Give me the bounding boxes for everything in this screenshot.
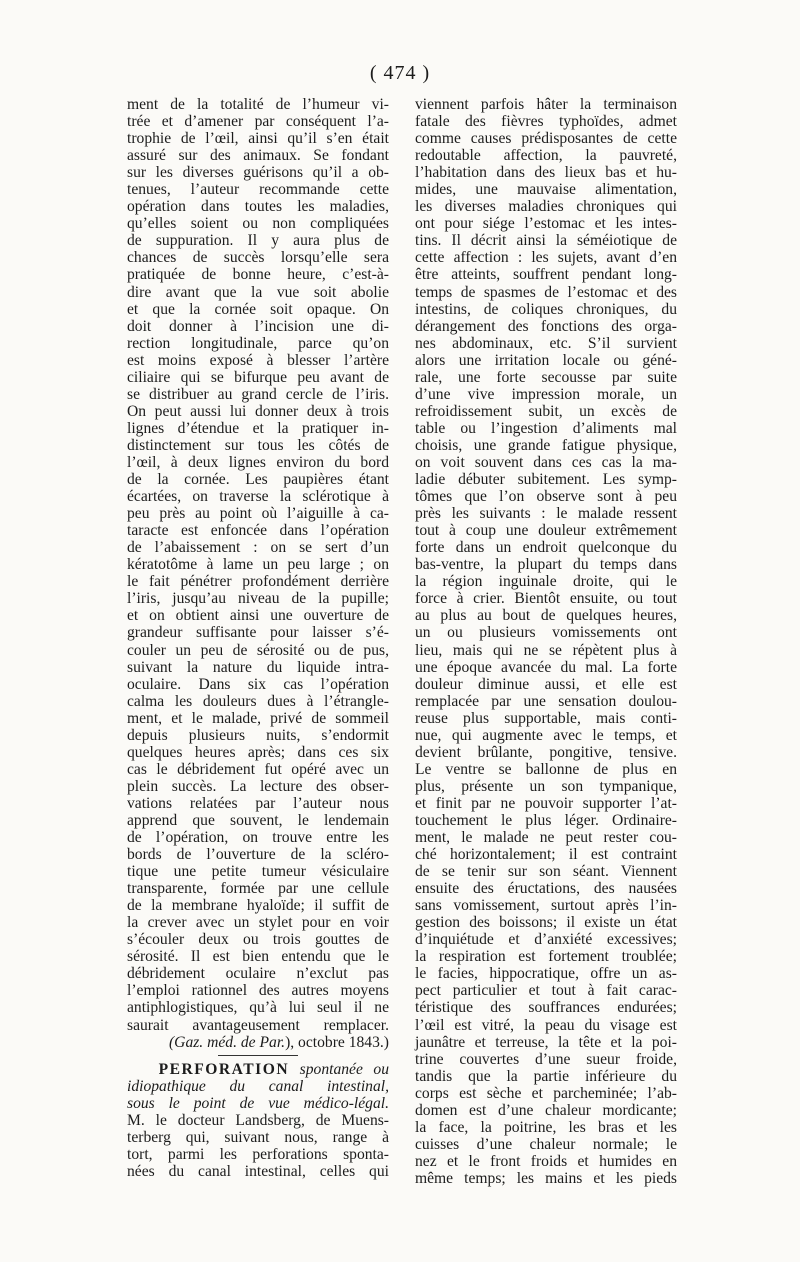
text-line: un ou plusieurs vomissements ont [415,624,677,642]
text-line: de l’opération, on trouve entre les [127,829,389,847]
text-line: l’œil est vitré, la peau du visage est [415,1016,677,1034]
text-line: l’œil, à deux lignes environ du bord [127,453,389,471]
text-line: apprend que souvent, le lendemain [127,811,389,829]
text-line: touchement le plus léger. Ordinaire- [415,811,677,829]
text-line: débridement oculaire n’exclut pas [127,965,389,983]
text-line: ont pour siége l’estomac et les intes- [415,215,677,233]
text-line: cas le débridement fut opéré avec un [127,760,389,778]
text-line: remplacée par une sensation doulou- [415,692,677,710]
text-line: oculaire. Dans six cas l’opération [127,675,389,693]
text-line: rection longitudinale, parce qu’on [127,334,389,352]
text-line: sérosité. Il est bien entendu que le [127,948,389,966]
text-line: même temps; les mains et les pieds [415,1169,677,1187]
text-line: trine couvertes d’une sueur froide, [415,1050,677,1068]
text-line: ment de la totalité de l’humeur vi- [127,96,389,113]
text-line: une époque avancée du mal. La forte [415,658,677,676]
text-line: ensuite des éructations, des nausées [415,880,677,898]
text-line: d’une vive impression morale, un [415,385,677,403]
text-line: dérangement des fonctions des orga- [415,317,677,335]
text-line: tômes que l’on observe sont à peu [415,488,677,506]
text-line: quelques heures après; dans ces six [127,743,389,761]
text-line: M. le docteur Landsberg, de Muens- [127,1111,389,1129]
text-line: couler un peu de sérosité ou de pus, [127,641,389,659]
text-line: l’emploi rationnel des autres moyens [127,982,389,1000]
text-line: redoutable affection, la pauvreté, [415,147,677,165]
text-line: vations relatées par l’auteur nous [127,794,389,812]
text-line: nées du canal intestinal, celles qui [127,1162,389,1180]
right-column [415,96,677,1187]
text-line: taracte est enfoncée dans l’opération [127,522,389,540]
text-line: de la cornée. Les paupières étant [127,471,389,489]
text-line: nue, qui augmente avec le temps, et [415,726,677,744]
text-line: kératotôme à lame un peu large ; on [127,556,389,574]
text-line: trophie de l’œil, ainsi qu’il s’en était [127,130,389,148]
text-line: tins. Il décrit ainsi la séméiotique de [415,232,677,250]
text-line: devient brûlante, pongitive, tensive. [415,743,677,761]
text-line: sur les diverses guérisons qu’il a ob- [127,164,389,182]
text-line: transparente, formée par une cellule [127,880,389,898]
text-line: le facies, hippocratique, offre un as- [415,965,677,983]
text-line: saurait avantageusement remplacer. [127,1016,389,1034]
text-line: antiphlogistiques, qu’à lui seul il ne [127,999,389,1017]
text-line: Le ventre se ballonne de plus en [415,760,677,778]
text-line: lieu, mais qui ne se répètent plus à [415,641,677,659]
text-line: nes abdominaux, etc. S’il survient [415,334,677,352]
text-line: qu’elles soient ou non compliquées [127,215,389,233]
text-line: l’habitation dans des lieux bas et hu- [415,164,677,182]
text-line: et que la cornée soit opaque. On [127,300,389,318]
text-line: fatale des fièvres typhoïdes, admet [415,113,677,131]
text-line: comme causes prédisposantes de cette [415,130,677,148]
text-line: rale, une forte secousse par suite [415,368,677,386]
article-title-part-1: spontanée ou [289,1060,389,1078]
text-line: téristique des souffrances endurées; [415,999,677,1017]
text-line: sans vomissement, surtout après l’in- [415,897,677,915]
text-line: et on obtient ainsi une ouverture de [127,607,389,625]
citation-source: (Gaz. méd. de Par. [168,1033,286,1051]
text-line: écartées, on traverse la sclérotique à [127,488,389,506]
article-body [127,1112,389,1180]
text-line: on voit souvent dans ces cas la ma- [415,453,677,471]
text-line: force à crier. Bientôt ensuite, ou tout [415,590,677,608]
text-line: tort, parmi les perforations sponta- [127,1145,389,1163]
text-line: la respiration est fortement troublée; [415,948,677,966]
text-line: distinctement sur tous les côtés de [127,436,389,454]
text-line: s’écouler deux ou trois gouttes de [127,931,389,949]
text-line: tout à coup une douleur extrêmement [415,522,677,540]
text-line: nez et le front froids et humides en [415,1152,677,1170]
text-line: peu près au point où l’aiguille à ca- [127,505,389,523]
page-number: ( 474 ) [369,62,431,84]
text-line: lignes d’étendue et la pratiquer in- [127,419,389,437]
text-line: pratiquée de bonne heure, c’est-à- [127,266,389,284]
text-line: jaunâtre et terreuse, la tête et la poi- [415,1033,677,1051]
text-line: trée et d’amener par conséquent l’a- [127,113,389,131]
text-line: la région inguinale droite, qui le [415,573,677,591]
text-line: mides, une mauvaise alimentation, [415,181,677,199]
text-line: se distribuer au grand cercle de l’iris. [127,385,389,403]
text-line: cette affection : les sujets, avant d’en [415,249,677,267]
text-line: tique une petite tumeur vésiculaire [127,863,389,881]
text-line: assuré sur des animaux. Se fondant [127,147,389,165]
article-title-line-3: sous le point de vue médico-légal. [127,1094,389,1112]
text-line: viennent parfois hâter la terminaison [415,96,677,113]
text-line: tenues, l’auteur recommande cette [127,181,389,199]
article-heading: PERFORATION [158,1060,290,1078]
left-column-body [127,96,389,1034]
left-column [127,96,389,1180]
text-line: dire avant que la vue soit abolie [127,283,389,301]
right-column-body [415,96,677,1187]
text-line: grandeur suffisante pour laisser s’é- [127,624,389,642]
text-line: au plus au bout de quelques heures, [415,607,677,625]
text-line: d’inquiétude et d’anxiété excessives; [415,931,677,949]
text-line: la crever avec un stylet pour en voir [127,914,389,932]
text-line: reuse plus supportable, mais conti- [415,709,677,727]
text-line: plus, présente un son tympanique, [415,777,677,795]
citation [127,1034,389,1051]
text-line: table ou l’ingestion d’aliments mal [415,419,677,437]
text-line: l’iris, jusqu’au niveau de la pupille; [127,590,389,608]
text-line: doit donner à l’incision une di- [127,317,389,335]
text-line: la face, la poitrine, les bras et les [415,1118,677,1136]
text-line: de suppuration. Il y aura plus de [127,232,389,250]
text-line: ciliaire qui se bifurque peu avant de [127,368,389,386]
section-divider [218,1055,298,1056]
text-line: ché horizontalement; il est contraint [415,846,677,864]
text-line: ment, et le malade, privé de sommeil [127,709,389,727]
article-title-line-1 [127,1061,389,1078]
text-line: temps de spasmes de l’estomac et des [415,283,677,301]
text-line: ment, le malade ne peut rester cou- [415,829,677,847]
text-line: ladie débuter subitement. Les symp- [415,471,677,489]
article-title-line-2: idiopathique du canal intestinal, [127,1077,389,1095]
text-line: plein succès. La lecture des obser- [127,777,389,795]
text-line: et finit par ne pouvoir supporter l’at- [415,794,677,812]
text-line: cuisses d’une chaleur normale; le [415,1135,677,1153]
text-line: depuis plusieurs nuits, s’endormit [127,726,389,744]
text-line: domen est d’une chaleur mordicante; [415,1101,677,1119]
text-line: opération dans toutes les maladies, [127,198,389,216]
text-line: calma les douleurs dues à l’étrangle- [127,692,389,710]
text-line: alors une irritation locale ou géné- [415,351,677,369]
text-line: tandis que la partie inférieure du [415,1067,677,1085]
text-line: terberg qui, suivant nous, range à [127,1128,389,1146]
text-line: chances de succès lorsqu’elle sera [127,249,389,267]
text-line: gestion des boissons; il existe un état [415,914,677,932]
text-line: forte dans un endroit quelconque du [415,539,677,557]
text-line: intestins, de coliques chroniques, du [415,300,677,318]
citation-date: ), octobre 1843.) [285,1033,389,1051]
text-line: choisis, une grande fatigue physique, [415,436,677,454]
text-line: de l’abaissement : on se sert d’un [127,539,389,557]
text-line: bords de l’ouverture de la scléro- [127,846,389,864]
text-line: douleur diminue aussi, et elle est [415,675,677,693]
text-line: les diverses maladies chroniques qui [415,198,677,216]
text-line: corps est sèche et parcheminée; l’ab- [415,1084,677,1102]
text-line: de se tenir sur son séant. Viennent [415,863,677,881]
text-line: On peut aussi lui donner deux à trois [127,402,389,420]
text-line: refroidissement subit, un excès de [415,402,677,420]
text-line: près les suivants : le malade ressent [415,505,677,523]
text-line: bas-ventre, la plupart du temps dans [415,556,677,574]
text-line: de la membrane hyaloïde; il suffit de [127,897,389,915]
text-line: le fait pénétrer profondément derrière [127,573,389,591]
text-line: être atteints, souffrent pendant long- [415,266,677,284]
text-line: suivant la nature du liquide intra- [127,658,389,676]
text-line: est moins exposé à blesser l’artère [127,351,389,369]
text-line: pect particulier et tout à fait carac- [415,982,677,1000]
